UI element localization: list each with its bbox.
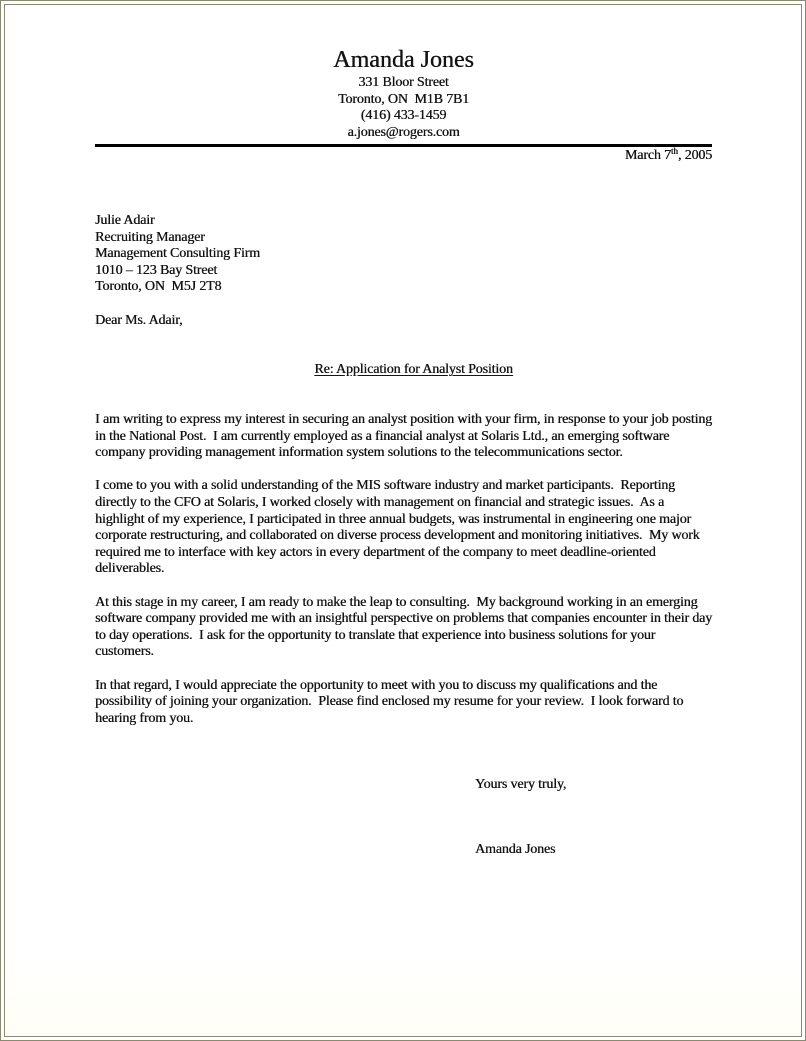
- letterhead-address-line: Toronto, ON M1B 7B1: [338, 91, 469, 107]
- letterhead-address-line: 331 Bloor Street: [358, 75, 449, 90]
- date-prefix: March 7: [624, 148, 671, 164]
- letter-page-inner-frame: [4, 4, 802, 1037]
- signature-name: Amanda Jones: [475, 841, 556, 857]
- date-suffix: , 2005: [677, 148, 712, 164]
- recipient-company: Management Consulting Firm: [95, 246, 260, 262]
- valediction: Yours very truly,: [475, 777, 567, 793]
- subject-text: Re: Application for Analyst Position: [314, 362, 513, 378]
- salutation: Dear Ms. Adair,: [95, 312, 183, 328]
- date-ordinal-superscript: th: [670, 146, 678, 157]
- body-paragraph-1: I am writing to express my interest in securing an analyst position with your firm, in response to your job posting in the National Post. I am currently employed as a financial analyst at Solaris Ltd., an emerging software company providing management information system solutions to the telecommunications sector.: [95, 412, 716, 461]
- horizontal-rule: [95, 144, 712, 147]
- body-paragraph-2: I come to you with a solid understanding of the MIS software industry and market participants. Reporting directly to the CFO at Solaris, I worked closely with management on financial and strategic issues. As a highlight of my experience, I participated in three annual budgets, was instrumental in engineering one major corporate restructuring, and collaborated on diverse process development and monitoring initiatives. My work required me to interface with key actors in every department of the company to meet deadline-oriented deliverables.: [95, 478, 703, 577]
- recipient-address-block: [95, 213, 712, 296]
- letterhead-email-line: a.jones@rogers.com: [347, 124, 460, 140]
- date-line: [95, 148, 712, 165]
- subject-line: [95, 346, 712, 396]
- recipient-city: Toronto, ON M5J 2T8: [95, 279, 222, 295]
- closing-block: [475, 777, 712, 858]
- recipient-street: 1010 – 123 Bay Street: [95, 262, 218, 278]
- recipient-title: Recruiting Manager: [95, 229, 205, 245]
- letterhead-address: [95, 75, 712, 141]
- letterhead-phone-line: (416) 433-1459: [360, 108, 447, 124]
- body-paragraph-4: In that regard, I would appreciate the opportunity to meet with you to discuss my qualifications and the possibility of joining your organization. Please find enclosed my resume for your review. I look forward to hearing from you.: [95, 677, 687, 726]
- recipient-name: Julie Adair: [95, 212, 155, 228]
- body-paragraph-3: At this stage in my career, I am ready to make the leap to consulting. My background working in an emerging software company provided me with an insightful perspective on problems that companies encounter in their day to day operations. I ask for the opportunity to translate that experience into business solutions for your customers.: [95, 594, 716, 660]
- letterhead: [95, 47, 712, 141]
- letterhead-name: Amanda Jones: [333, 47, 474, 73]
